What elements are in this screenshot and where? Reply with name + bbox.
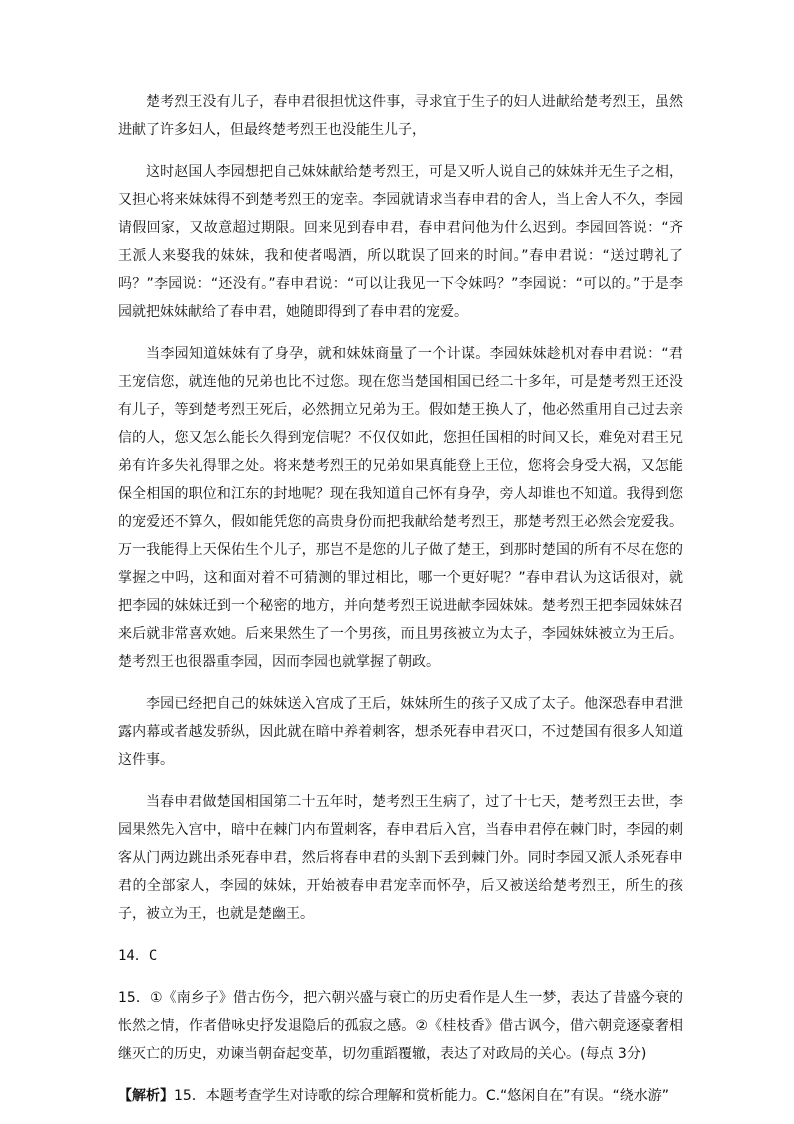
analysis-text: 15．本题考查学生对诗歌的综合理解和赏析能力。C.“悠闲自在”有误。“绕水游”	[174, 1088, 670, 1104]
paragraph-2: 这时赵国人李园想把自己妹妹献给楚考烈王，可是又听人说自己的妹妹并无生子之相，又担心将来妹妹得不到楚考烈王的宠幸。李园就请求当春申君的舍人，当上舍人不久，李园请假回家，又故意超过期限。回来见到春申君，春申君问他为什么迟到。李园回答说：“齐王派人来娶我的妹妹，我和使者喝酒，所以耽误了回来的时间。”春申君说：“送过聘礼了吗？”李园说：“还没有。”春申君说：“可以让我见一下令妹吗？”李园说：“可以的。”于是李园就把妹妹献给了春申君，她随即得到了春申君的宠爱。	[118, 164, 683, 320]
analysis-tag: 【解析】	[118, 1088, 174, 1104]
paragraph-3: 当李园知道妹妹有了身孕，就和妹妹商量了一个计谋。李园妹妹趁机对春申君说：“君王宠信您，就连他的兄弟也比不过您。现在您当楚国相国已经二十多年，可是楚考烈王还没有儿子，等到楚考烈王死后，必然拥立兄弟为王。假如楚王换人了，他必然重用自己过去亲信的人，您又怎么能长久得到宠信呢？不仅仅如此，您担任国相的时间又长，难免对君王兄弟有许多失礼得罪之处。将来楚考烈王的兄弟如果真能登上王位，您将会身受大祸，又怎能保全相国的职位和江东的封地呢？现在我知道自己怀有身孕，旁人却谁也不知道。我得到您的宠爱还不算久，假如能凭您的高贵身份而把我献给楚考烈王，那楚考烈王必然会宠爱我。万一我能得上天保佑生个儿子，那岂不是您的儿子做了楚王，到那时楚国的所有不尽在您的掌握之中吗，这和面对着不可猜测的罪过相比，哪一个更好呢？”春申君认为这话很对，就把李园的妹妹迁到一个秘密的地方，并向楚考烈王说进献李园妹妹。楚考烈王把李园妹妹召来后就非常喜欢她。后来果然生了一个男孩，而且男孩被立为太子，李园妹妹被立为王后。楚考烈王也很器重李园，因而李园也就掌握了朝政。	[118, 346, 683, 670]
document-page	[118, 88, 683, 1124]
paragraph-4: 李园已经把自己的妹妹送入宫成了王后，妹妹所生的孩子又成了太子。他深恐春申君泄露内幕或者越发骄纵，因此就在暗中养着刺客，想杀死春申君灭口，不过楚国有很多人知道这件事。	[118, 696, 683, 768]
paragraph-1: 楚考烈王没有儿子，春申君很担忧这件事，寻求宜于生子的妇人进献给楚考烈王，虽然进献了许多妇人，但最终楚考烈王也没能生儿子，	[118, 94, 683, 138]
answer-14: 14．C	[118, 948, 158, 964]
answer-15: 15．①《南乡子》借古伤今，把六朝兴盛与衰亡的历史看作是人生一梦，表达了昔盛今衰的怅然之情，作者借咏史抒发退隐后的孤寂之感。②《桂枝香》借古讽今，借六朝竞逐豪奢相继灭亡的历史，劝谏当朝奋起变革，切勿重蹈覆辙，表达了对政局的关心。(每点 3分)	[118, 990, 683, 1062]
analysis-line	[118, 1082, 683, 1110]
paragraph-5: 当春申君做楚国相国第二十五年时，楚考烈王生病了，过了十七天，楚考烈王去世，李园果然先入宫中，暗中在棘门内布置刺客，春申君后入宫，当春申君停在棘门时，李园的刺客从门两边跳出杀死春申君，然后将春申君的头割下丢到棘门外。同时李园又派人杀死春申君的全部家人，李园的妹妹，开始被春申君宠幸而怀孕，后又被送给楚考烈王，所生的孩子，被立为王，也就是楚幽王。	[118, 794, 683, 922]
